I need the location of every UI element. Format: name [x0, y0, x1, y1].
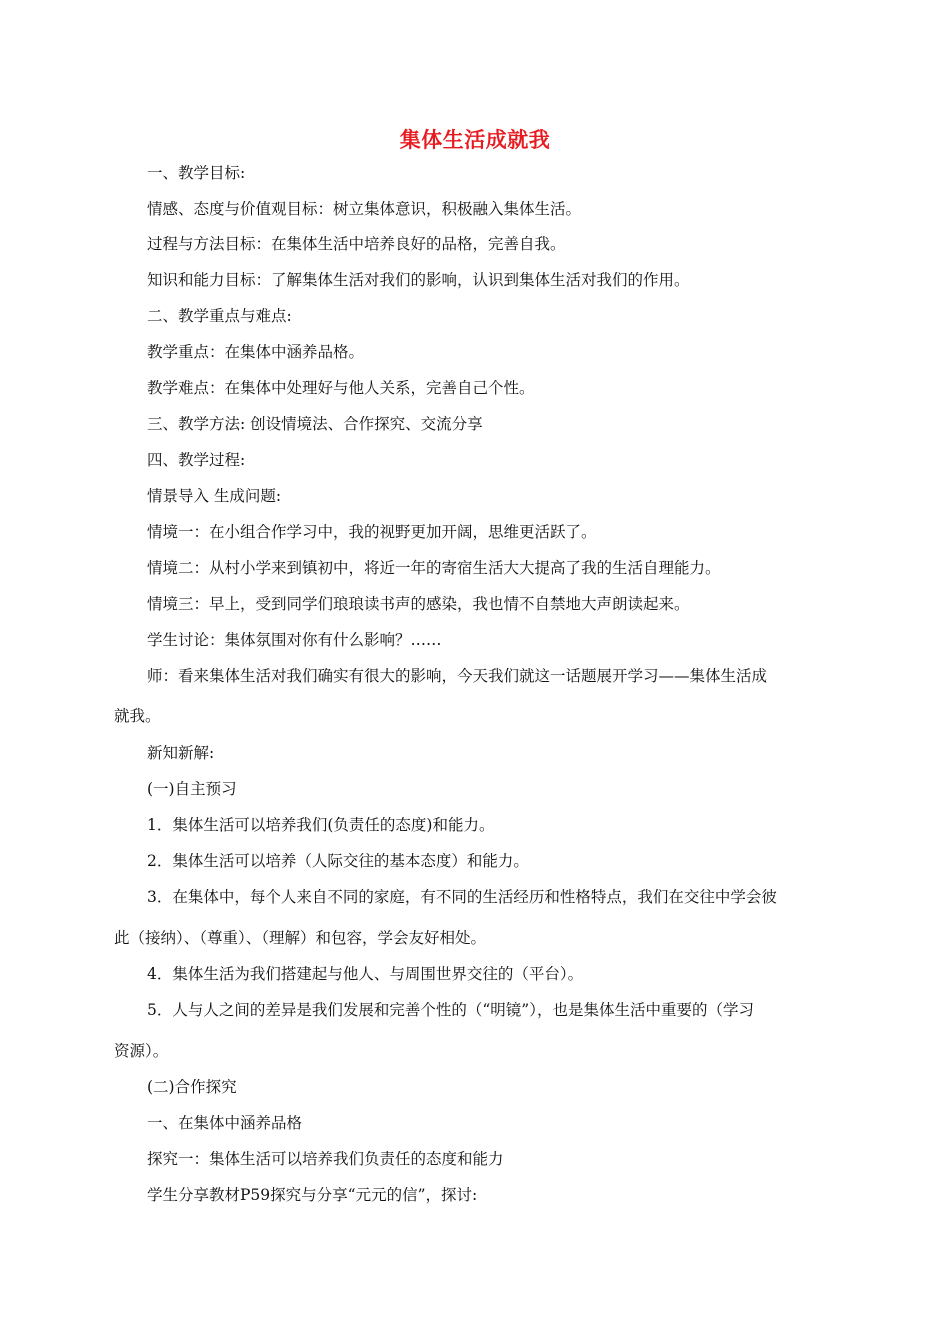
paragraph: 过程与方法目标：在集体生活中培养良好的品格，完善自我。 [147, 235, 566, 253]
list-item: 1．集体生活可以培养我们(负责任的态度)和能力。 [147, 816, 495, 834]
paragraph: 探究一：集体生活可以培养我们负责任的态度和能力 [147, 1150, 504, 1168]
paragraph: 新知新解: [147, 744, 215, 762]
paragraph: 四、教学过程: [147, 451, 246, 469]
list-item: 4．集体生活为我们搭建起与他人、与周围世界交往的（平台）。 [147, 965, 584, 983]
paragraph: 情景导入 生成问题: [147, 487, 282, 505]
section-heading: (二)合作探究 [147, 1078, 237, 1096]
section-heading: (一)自主预习 [147, 780, 237, 798]
paragraph: 一、在集体中涵养品格 [147, 1114, 303, 1132]
paragraph: 情境三：早上，受到同学们琅琅读书声的感染，我也情不自禁地大声朗读起来。 [147, 595, 690, 613]
list-item: 3．在集体中，每个人来自不同的家庭，有不同的生活经历和性格特点，我们在交往中学会彼 [147, 888, 777, 906]
paragraph: 知识和能力目标：了解集体生活对我们的影响，认识到集体生活对我们的作用。 [147, 271, 690, 289]
paragraph: 一、教学目标: [147, 164, 246, 182]
paragraph: 教学难点：在集体中处理好与他人关系，完善自己个性。 [147, 379, 535, 397]
paragraph: 情境二：从村小学来到镇初中，将近一年的寄宿生活大大提高了我的生活自理能力。 [147, 559, 721, 577]
paragraph: 教学重点：在集体中涵养品格。 [147, 343, 365, 361]
list-item: 5．人与人之间的差异是我们发展和完善个性的（“明镜”），也是集体生活中重要的（学习 [147, 1001, 754, 1019]
paragraph: 三、教学方法: 创设情境法、合作探究、交流分享 [147, 415, 483, 433]
paragraph: 师：看来集体生活对我们确实有很大的影响，今天我们就这一话题展开学习——集体生活成 [147, 667, 768, 685]
document-title: 集体生活成就我 [399, 128, 551, 152]
paragraph-continuation: 就我。 [114, 707, 161, 725]
paragraph: 情感、态度与价值观目标：树立集体意识，积极融入集体生活。 [147, 200, 582, 218]
paragraph: 学生讨论：集体氛围对你有什么影响？…… [147, 631, 442, 649]
paragraph: 情境一：在小组合作学习中，我的视野更加开阔，思维更活跃了。 [147, 523, 597, 541]
paragraph: 学生分享教材P59探究与分享“元元的信”，探讨: [147, 1186, 478, 1204]
list-item: 2．集体生活可以培养（人际交往的基本态度）和能力。 [147, 852, 529, 870]
list-item-continuation: 资源）。 [114, 1042, 169, 1060]
list-item-continuation: 此（接纳）、（尊重）、（理解）和包容，学会友好相处。 [114, 929, 487, 947]
paragraph: 二、教学重点与难点: [147, 307, 292, 325]
